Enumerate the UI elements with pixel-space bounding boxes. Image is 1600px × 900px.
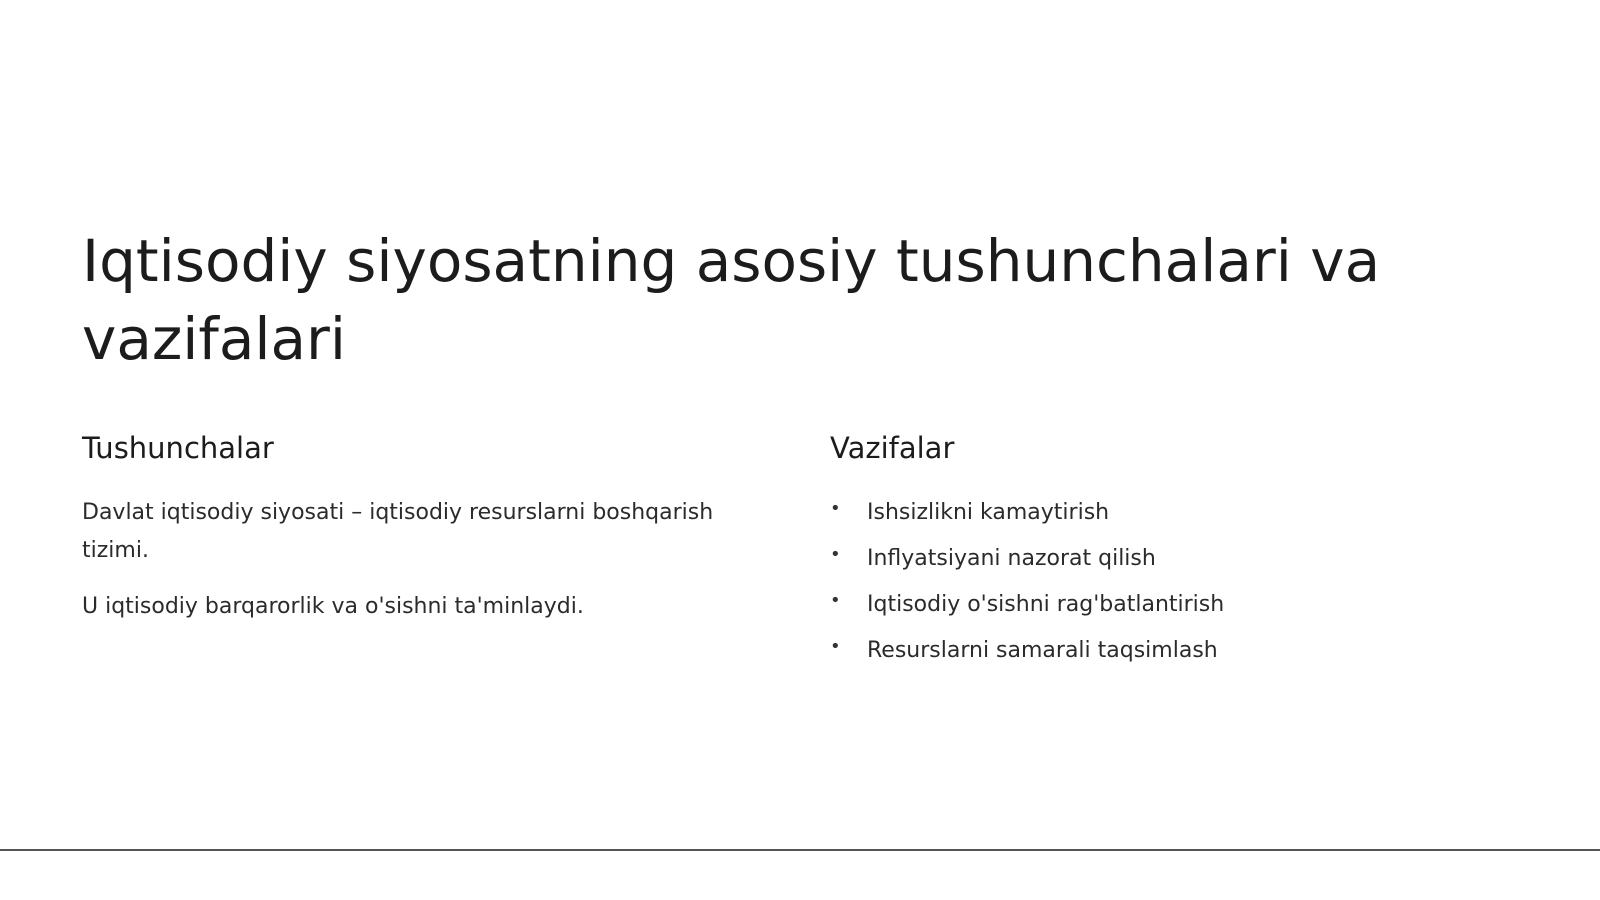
concepts-column bbox=[82, 430, 742, 644]
tasks-list bbox=[830, 494, 1510, 670]
list-item bbox=[830, 586, 1510, 624]
concepts-paragraph: Davlat iqtisodiy siyosati – iqtisodiy resurslarni boshqarish tizimi. bbox=[82, 500, 714, 563]
bottom-divider bbox=[0, 849, 1600, 851]
list-item bbox=[830, 632, 1510, 670]
concepts-paragraph: U iqtisodiy barqarorlik va o'sishni ta'minlaydi. bbox=[82, 594, 584, 619]
bullet-icon: • bbox=[830, 636, 841, 657]
bullet-icon: • bbox=[830, 498, 841, 519]
concepts-heading: Tushunchalar bbox=[82, 431, 274, 465]
bullet-icon: • bbox=[830, 590, 841, 611]
list-item-label: Iqtisodiy o'sishni rag'batlantirish bbox=[867, 592, 1225, 617]
tasks-column bbox=[830, 430, 1510, 678]
list-item-label: Ishsizlikni kamaytirish bbox=[867, 500, 1110, 525]
list-item-label: Resurslarni samarali taqsimlash bbox=[867, 638, 1218, 663]
slide-title: Iqtisodiy siyosatning asosiy tushunchalari va vazifalari bbox=[82, 227, 1381, 373]
list-item-label: Inflyatsiyani nazorat qilish bbox=[867, 546, 1156, 571]
bullet-icon: • bbox=[830, 544, 841, 565]
list-item bbox=[830, 494, 1510, 532]
list-item bbox=[830, 540, 1510, 578]
tasks-heading: Vazifalar bbox=[830, 431, 955, 465]
